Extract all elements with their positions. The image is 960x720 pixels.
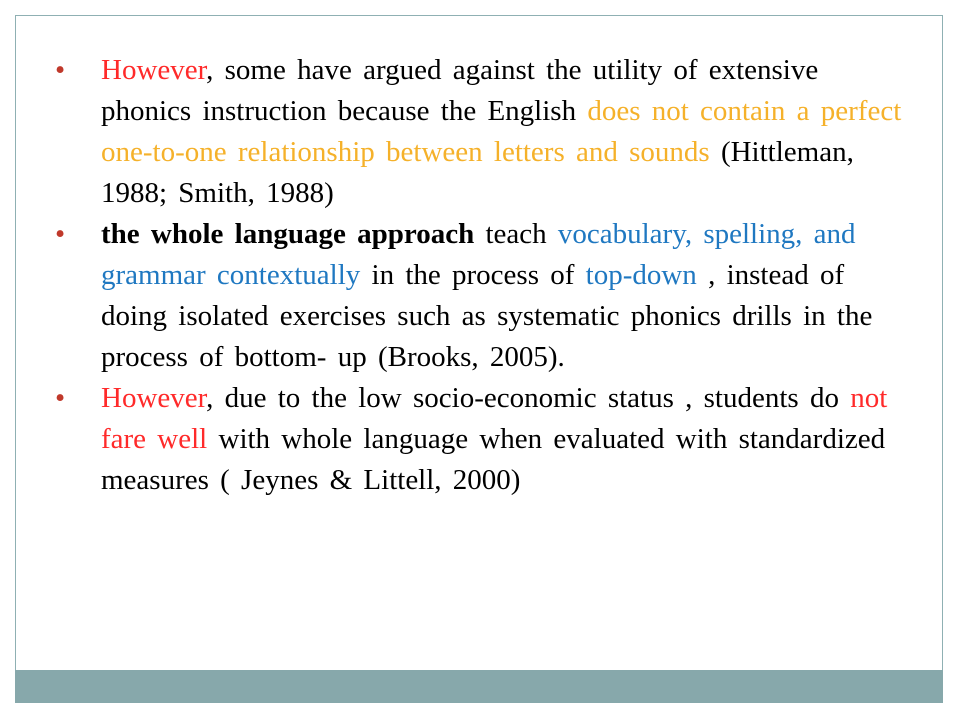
text-segment: (Hittleman, 1988; Smith, 1988) [101,136,854,209]
text-segment: the whole language approach [101,218,475,250]
bullet-icon: • [55,54,66,86]
text-segment: not fare well [101,382,888,455]
text-segment: with whole language when evaluated with standardized measures ( Jeynes & Littell, 2000) [101,423,886,496]
text-segment: However [101,54,207,86]
footer-bar [15,670,943,703]
text-segment: , due to the low socio-economic status , students do [206,382,851,414]
text-segment: teach [474,218,558,250]
text-segment: However [101,382,207,414]
bullet-item [55,214,917,378]
text-segment: top-down [585,259,697,291]
bullet-item [55,378,917,501]
bullet-icon: • [55,218,66,250]
bullet-list [55,50,917,501]
text-segment: in the process of [360,259,586,291]
text-segment: , instead of doing isolated exercises such as systematic phonics drills in the process of bottom- up (Brooks, 2005). [101,259,873,373]
text-segment: does not contain a perfect one-to-one relationship between letters and sounds [101,95,902,168]
bullet-icon: • [55,382,66,414]
bullet-item [55,50,917,214]
text-segment: vocabulary, spelling, and grammar contextually [101,218,856,291]
text-segment: , some have argued against the utility of extensive phonics instruction because the English [101,54,819,127]
